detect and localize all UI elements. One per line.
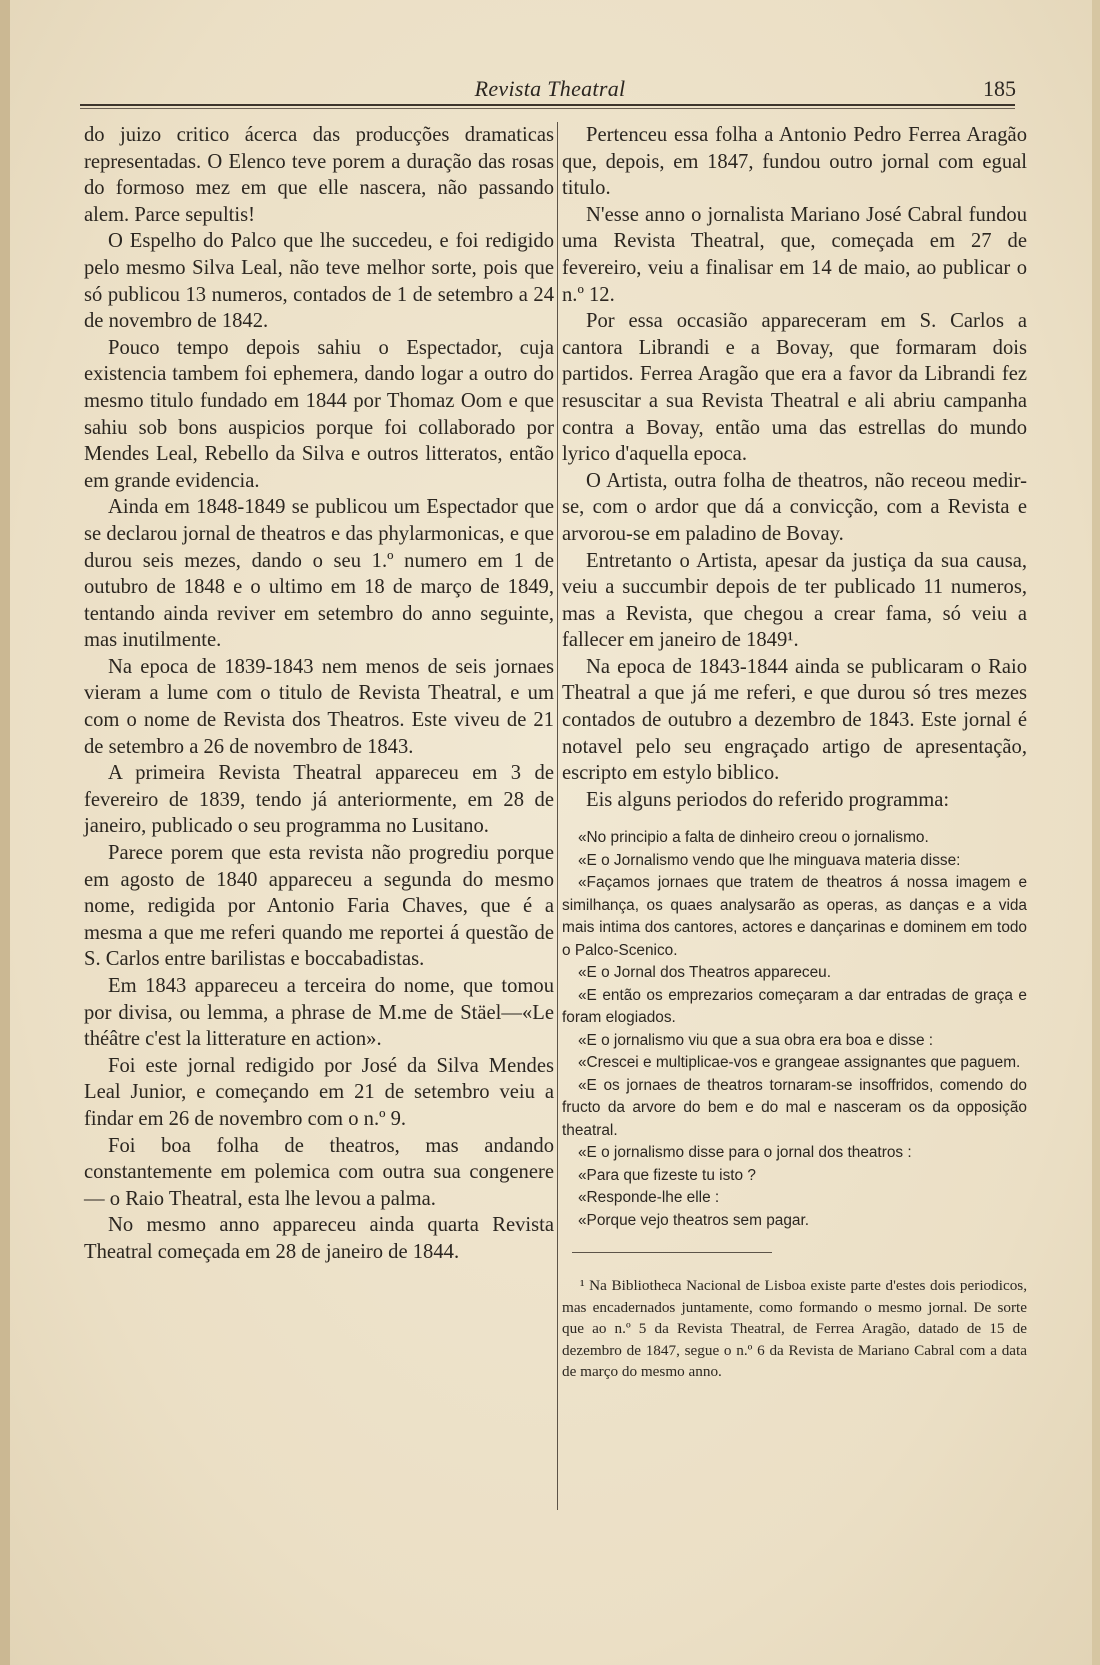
paragraph: Em 1843 appareceu a terceira do nome, que tomou por divisa, ou lemma, a phrase de M.me de Stäel—«Le théâtre c'est la litterature en action». bbox=[84, 975, 554, 1051]
footnote bbox=[562, 1275, 1027, 1383]
quote-line: «No principio a falta de dinheiro creou o jornalismo. bbox=[578, 829, 929, 847]
column-divider bbox=[557, 122, 558, 1510]
paragraph: Na epoca de 1839-1843 nem menos de seis jornaes vieram a lume com o titulo de Revista Theatral, e um com o nome de Revista dos Theatros. Este viveu de 21 de setembro a 26 de novembro de 1843. bbox=[84, 655, 554, 758]
quote-line: «E os jornaes de theatros tornaram-se insoffridos, comendo do fructo da arvore do bem e do mal e nasceram os da opposição theatral. bbox=[562, 1076, 1027, 1139]
paragraph: A primeira Revista Theatral appareceu em 3 de fevereiro de 1839, tendo já anteriormente, em 28 de janeiro, publicado o seu programma no Lusitano. bbox=[84, 762, 554, 838]
paragraph: Entretanto o Artista, apesar da justiça da sua causa, veiu a succumbir depois de ter publicado 11 numeros, mas a Revista, que chegou a crear fama, só veiu a fallecer em janeiro de 1849¹. bbox=[562, 549, 1027, 652]
quote-line: «E então os emprezarios começaram a dar entradas de graça e foram elogiados. bbox=[562, 986, 1027, 1027]
paragraph: Ainda em 1848-1849 se publicou um Espectador que se declarou jornal de theatros e das phylarmonicas, e que durou seis mezes, dando o seu 1.º numero em 1 de outubro de 1848 e o ultimo em 18 de março de 1849, tentando ainda reviver em setembro do anno seguinte, mas inutilmente. bbox=[84, 496, 554, 652]
paragraph: Na epoca de 1843-1844 ainda se publicaram o Raio Theatral a que já me referi, e que durou só tres mezes contados de outubro a dezembro de 1843. Este jornal é notavel pelo seu engraçado artigo de apresentação, escripto em estylo biblico. bbox=[562, 655, 1027, 785]
right-column bbox=[562, 122, 1027, 1383]
header-rule bbox=[80, 104, 1015, 106]
paragraph: N'esse anno o jornalista Mariano José Cabral fundou uma Revista Theatral, que, começada em 27 de fevereiro, veiu a finalisar em 14 de maio, ao publicar o n.º 12. bbox=[562, 203, 1027, 306]
paragraph: Pertenceu essa folha a Antonio Pedro Ferrea Aragão que, depois, em 1847, fundou outro jornal com egual titulo. bbox=[562, 124, 1027, 200]
paragraph: Foi este jornal redigido por José da Silva Mendes Leal Junior, e começando em 21 de setembro veiu a findar em 26 de novembro com o n.º 9. bbox=[84, 1054, 554, 1130]
quote-line: «Crescei e multiplicae-vos e grangeae assignantes que paguem. bbox=[578, 1054, 1021, 1072]
paragraph: O Espelho do Palco que lhe succedeu, e foi redigido pelo mesmo Silva Leal, não teve melhor sorte, pois que só publicou 13 numeros, contados de 1 de setembro a 24 de novembro de 1842. bbox=[84, 230, 554, 333]
quote-line: «Responde-lhe elle : bbox=[578, 1189, 720, 1207]
quote-line: «E o Jornal dos Theatros appareceu. bbox=[578, 964, 831, 982]
running-title: Revista Theatral bbox=[474, 76, 626, 101]
left-column bbox=[84, 122, 554, 1266]
paragraph: do juizo critico ácerca das producções dramaticas representadas. O Elenco teve porem a duração das rosas do formoso mez em que elle nascera, não passando alem. Parce sepultis! bbox=[84, 124, 554, 226]
page-edge-left bbox=[0, 0, 10, 1665]
paragraph: Parece porem que esta revista não progrediu porque em agosto de 1840 appareceu a segunda do mesmo nome, redigida por Antonio Faria Chaves, que é a mesma a que me referi quando me reportei á questão de S. Carlos entre barilistas e boccabadistas. bbox=[84, 842, 554, 971]
header-rule-thin bbox=[80, 108, 1015, 109]
paragraph: Eis alguns periodos do referido programma: bbox=[586, 788, 950, 811]
quote-line: «E o jornalismo disse para o jornal dos theatros : bbox=[578, 1144, 912, 1162]
quote-line: «E o jornalismo viu que a sua obra era boa e disse : bbox=[578, 1031, 934, 1049]
running-header bbox=[80, 76, 1020, 104]
paragraph: Por essa occasião appareceram em S. Carlos a cantora Librandi e a Bovay, que formaram dois partidos. Ferrea Aragão que era a favor da Librandi fez resuscitar a sua Revista Theatral e ali abriu campanha contra a Bovay, então uma das estrellas do mundo lyrico d'aquella epoca. bbox=[562, 310, 1027, 466]
page-edge-right bbox=[1092, 0, 1100, 1665]
footnote-rule bbox=[572, 1252, 772, 1253]
paragraph: O Artista, outra folha de theatros, não receou medir-se, com o ardor que dá a convicção, com a Revista e arvorou-se em paladino de Bovay. bbox=[562, 469, 1027, 545]
programme-quote bbox=[562, 827, 1027, 1232]
quote-line: «E o Jornalismo vendo que lhe minguava materia disse: bbox=[578, 851, 961, 869]
paragraph: Foi boa folha de theatros, mas andando constantemente em polemica com outra sua congenere — o Raio Theatral, esta lhe levou a palma. bbox=[84, 1134, 554, 1210]
quote-line: «Façamos jornaes que tratem de theatros á nossa imagem e similhança, os quaes analysarão as operas, as danças e a vida mais intima dos cantores, actores e dançarinas e dominem em todo o Palco-Scenico. bbox=[562, 874, 1027, 959]
quote-line: «Para que fizeste tu isto ? bbox=[578, 1166, 756, 1184]
page-number: 185 bbox=[983, 76, 1016, 101]
paragraph: No mesmo anno appareceu ainda quarta Revista Theatral começada em 28 de janeiro de 1844. bbox=[84, 1214, 554, 1263]
quote-line: «Porque vejo theatros sem pagar. bbox=[578, 1211, 810, 1229]
paragraph: Pouco tempo depois sahiu o Espectador, cuja existencia tambem foi ephemera, dando logar a outro do mesmo titulo fundado em 1844 por Thomaz Oom e que sahiu sob bons auspicios porque foi collaborado por Mendes Leal, Rebello da Silva e outros litteratos, então em grande evidencia. bbox=[84, 336, 554, 492]
footnote-text: ¹ Na Bibliotheca Nacional de Lisboa existe parte d'estes dois periodicos, mas encadernados juntamente, como formando o mesmo jornal. De sorte que ao n.º 5 da Revista Theatral, de Ferrea Aragão, datado de 15 de dezembro de 1847, segue o n.º 6 da Revista de Mariano Cabral com a data de março do mesmo anno. bbox=[562, 1277, 1027, 1381]
